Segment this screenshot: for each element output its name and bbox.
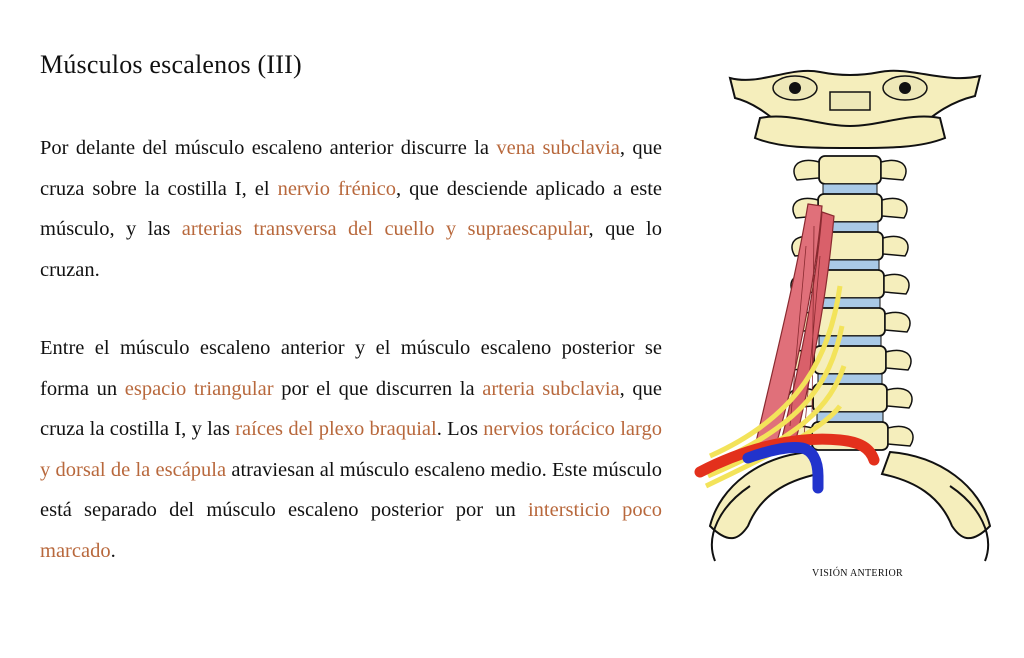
transverse-process-right (881, 160, 906, 180)
basiocciput (830, 92, 870, 110)
figure-caption: VISIÓN ANTERIOR (812, 568, 903, 579)
text-segment: por el que discurren la (273, 377, 483, 400)
first-rib-right (882, 452, 990, 538)
text-segment: . (110, 539, 116, 562)
page-title: Músculos escalenos (III) (40, 50, 302, 79)
text-segment: , que cruza sobre la costilla I, el (40, 137, 662, 200)
vertebral-body (819, 156, 881, 184)
text-segment: , que lo cruzan. (40, 218, 663, 281)
text-segment: Entre el músculo escaleno anterior y el músculo escaleno posterior se forma un (40, 337, 662, 400)
intervertebral-disc (820, 298, 880, 308)
highlighted-term: arteria subclavia (482, 377, 620, 400)
highlighted-term: raíces del plexo braquial (235, 418, 437, 440)
highlighted-term: espacio triangular (124, 377, 274, 400)
transverse-process-right (882, 198, 907, 218)
transverse-process-right (886, 350, 911, 370)
transverse-process-left (794, 160, 819, 180)
vertebral-body (813, 384, 887, 412)
transverse-process-right (887, 388, 912, 408)
text-segment: atraviesan al músculo escaleno medio. Este músculo está separado del músculo escaleno posterior por un (40, 458, 662, 521)
intervertebral-disc (818, 374, 882, 384)
transverse-process-right (884, 274, 909, 294)
paragraph-triangular-space (40, 328, 662, 571)
cervical-spine-illustration (690, 56, 1010, 576)
intervertebral-disc (823, 184, 877, 194)
foramen-left (789, 82, 801, 94)
highlighted-term: nervio frénico (277, 177, 397, 200)
highlighted-term: vena subclavia (496, 137, 620, 159)
text-segment: . Los (436, 418, 484, 440)
highlighted-term: arterias transversa del cuello y supraescapular (181, 218, 589, 240)
vertebral-body (815, 308, 885, 336)
foramen-right (899, 82, 911, 94)
highlighted-term: intersticio poco marcado (40, 499, 662, 562)
highlighted-term: nervios torácico largo y dorsal de la escápula (40, 418, 662, 481)
transverse-process-right (888, 426, 913, 446)
transverse-process-right (883, 236, 908, 256)
text-segment: , que desciende aplicado a este músculo, y las (40, 177, 663, 240)
text-segment: , que cruza la costilla I, y las (40, 377, 662, 440)
paragraph-anterior (40, 128, 662, 290)
text-segment: Por delante del músculo escaleno anterior discurre la (40, 137, 497, 159)
transverse-process-right (885, 312, 910, 332)
